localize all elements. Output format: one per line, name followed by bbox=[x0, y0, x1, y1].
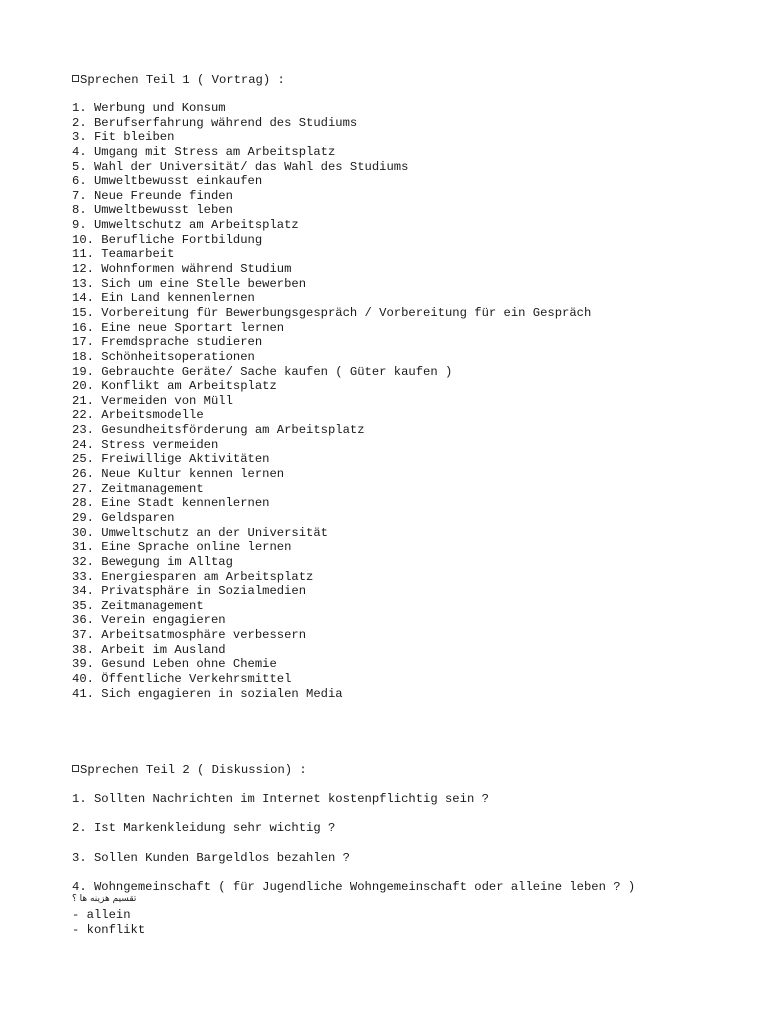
subpoint: - konflikt bbox=[72, 923, 146, 937]
bullet-icon bbox=[72, 765, 79, 772]
list-item: 5. Wahl der Universität/ das Wahl des Studiums bbox=[72, 159, 409, 174]
list-item: 27. Zeitmanagement bbox=[72, 481, 204, 496]
list-item: 9. Umweltschutz am Arbeitsplatz bbox=[72, 218, 299, 233]
topic-list bbox=[72, 101, 728, 701]
list-item: 26. Neue Kultur kennen lernen bbox=[72, 467, 285, 482]
list-item: 16. Eine neue Sportart lernen bbox=[72, 320, 285, 335]
list-item: 41. Sich engagieren in sozialen Media bbox=[72, 686, 343, 701]
list-item: 29. Geldsparen bbox=[72, 510, 175, 525]
list-item: 7. Neue Freunde finden bbox=[72, 188, 233, 203]
subpoint-list bbox=[72, 908, 145, 938]
list-item: 24. Stress vermeiden bbox=[72, 437, 219, 452]
section-2-title: Sprechen Teil 2 ( Diskussion) : bbox=[80, 763, 307, 777]
list-item: 3. Fit bleiben bbox=[72, 130, 175, 145]
list-item: 6. Umweltbewusst einkaufen bbox=[72, 174, 263, 189]
list-item: 17. Fremdsprache studieren bbox=[72, 335, 263, 350]
list-item: 32. Bewegung im Alltag bbox=[72, 554, 233, 569]
list-item: 35. Zeitmanagement bbox=[72, 598, 204, 613]
list-item: 4. Umgang mit Stress am Arbeitsplatz bbox=[72, 144, 336, 159]
list-item: 12. Wohnformen während Studium bbox=[72, 262, 292, 277]
list-item: 30. Umweltschutz an der Universität bbox=[72, 525, 328, 540]
discussion-question: 2. Ist Markenkleidung sehr wichtig ? bbox=[72, 821, 336, 835]
list-item: 21. Vermeiden von Müll bbox=[72, 393, 233, 408]
list-item: 38. Arbeit im Ausland bbox=[72, 642, 226, 657]
list-item: 19. Gebrauchte Geräte/ Sache kaufen ( Güter kaufen ) bbox=[72, 364, 453, 379]
section-2-heading bbox=[72, 763, 728, 778]
list-item: 31. Eine Sprache online lernen bbox=[72, 540, 292, 555]
list-item: 2. Berufserfahrung während des Studiums bbox=[72, 115, 358, 130]
list-item: 20. Konflikt am Arbeitsplatz bbox=[72, 379, 277, 394]
list-item: 40. Öffentliche Verkehrsmittel bbox=[72, 671, 292, 686]
list-item: 11. Teamarbeit bbox=[72, 247, 175, 262]
list-item: 14. Ein Land kennenlernen bbox=[72, 291, 255, 306]
list-item: 23. Gesundheitsförderung am Arbeitsplatz bbox=[72, 423, 365, 438]
list-item: 39. Gesund Leben ohne Chemie bbox=[72, 657, 277, 672]
list-item: 8. Umweltbewusst leben bbox=[72, 203, 233, 218]
list-item: 25. Freiwillige Aktivitäten bbox=[72, 452, 270, 467]
discussion-question: 3. Sollen Kunden Bargeldlos bezahlen ? bbox=[72, 851, 350, 865]
discussion-question: 1. Sollten Nachrichten im Internet kostenpflichtig sein ? bbox=[72, 792, 489, 806]
list-item: 10. Berufliche Fortbildung bbox=[72, 232, 263, 247]
persian-note: تقسیم هزینه ها ؟ bbox=[72, 894, 137, 904]
subpoint: - allein bbox=[72, 908, 131, 922]
discussion-question: 4. Wohngemeinschaft ( für Jugendliche Wohngemeinschaft oder alleine leben ? ) bbox=[72, 880, 636, 894]
list-item: 22. Arbeitsmodelle bbox=[72, 408, 204, 423]
list-item: 34. Privatsphäre in Sozialmedien bbox=[72, 584, 307, 599]
list-item: 37. Arbeitsatmosphäre verbessern bbox=[72, 628, 307, 643]
list-item: 1. Werbung und Konsum bbox=[72, 101, 226, 115]
list-item: 15. Vorbereitung für Bewerbungsgespräch / Vorbereitung für ein Gespräch bbox=[72, 305, 592, 320]
list-item: 33. Energiesparen am Arbeitsplatz bbox=[72, 569, 314, 584]
list-item: 36. Verein engagieren bbox=[72, 613, 226, 628]
bullet-icon bbox=[72, 75, 79, 82]
list-item: 18. Schönheitsoperationen bbox=[72, 349, 255, 364]
section-1-heading bbox=[72, 73, 728, 88]
list-item: 13. Sich um eine Stelle bewerben bbox=[72, 276, 307, 291]
section-1-title: Sprechen Teil 1 ( Vortrag) : bbox=[80, 73, 285, 87]
list-item: 28. Eine Stadt kennenlernen bbox=[72, 496, 270, 511]
